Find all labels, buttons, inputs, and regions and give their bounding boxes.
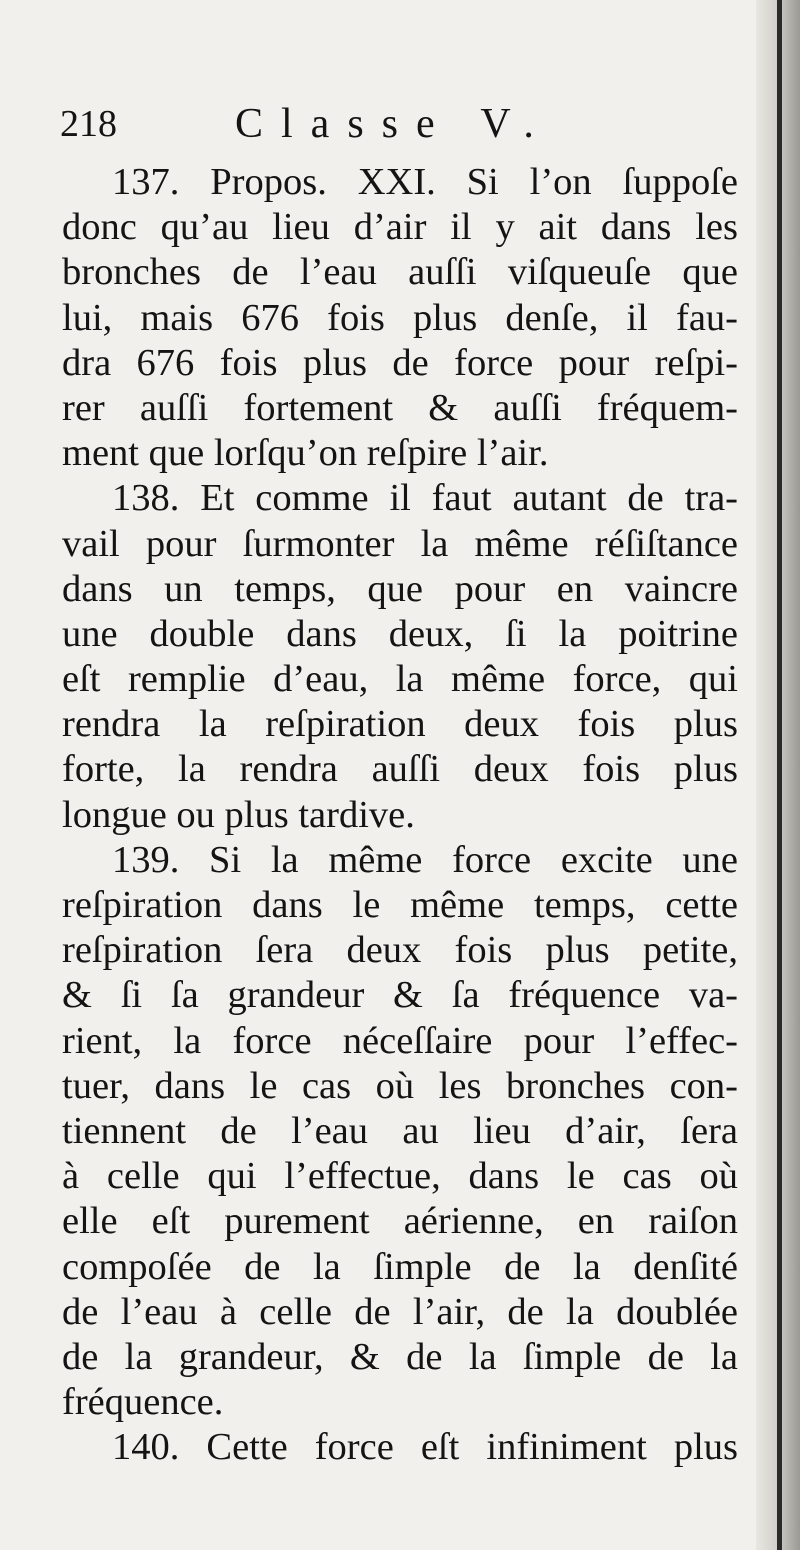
page-binding-edge bbox=[777, 0, 782, 1550]
running-head bbox=[60, 92, 740, 156]
text-line: lui, mais 676 fois plus denſe, il fau- bbox=[62, 296, 738, 339]
text-line: 138. Et comme il faut autant de tra- bbox=[112, 477, 738, 520]
text-line: 140. Cette force eſt infiniment plus bbox=[112, 1426, 738, 1469]
text-line: eſt remplie d’eau, la même force, qui bbox=[62, 658, 738, 701]
text-line: ment que lorſqu’on reſpire l’air. bbox=[62, 432, 549, 475]
text-line: dra 676 fois plus de force pour reſpi- bbox=[62, 341, 738, 384]
text-line: rer auſſi fortement & auſſi fréquem- bbox=[62, 386, 738, 429]
text-line: reſpiration dans le même temps, cette bbox=[62, 884, 738, 926]
text-line: & ſi ſa grandeur & ſa fréquence va- bbox=[62, 974, 738, 1017]
running-title: Classe V. bbox=[235, 101, 552, 147]
text-line: rendra la reſpiration deux fois plus bbox=[62, 703, 738, 746]
text-line: elle eſt purement aérienne, en raiſon bbox=[62, 1200, 738, 1243]
text-line: à celle qui l’effectue, dans le cas où bbox=[62, 1155, 738, 1198]
text-line: bronches de l’eau auſſi viſqueuſe que bbox=[62, 251, 738, 294]
text-line: vail pour ſurmonter la même réſiſtance bbox=[62, 522, 738, 565]
text-line: fréquence. bbox=[62, 1381, 224, 1424]
page-number: 218 bbox=[60, 103, 117, 145]
text-line: compoſée de la ſimple de la denſité bbox=[62, 1245, 738, 1288]
body-text bbox=[62, 160, 738, 1470]
text-line: 137. Propos. XXI. Si l’on ſuppoſe bbox=[112, 161, 738, 203]
text-line: 139. Si la même force excite une bbox=[112, 838, 738, 881]
text-line: rient, la force néceſſaire pour l’effec- bbox=[62, 1019, 738, 1062]
text-line: de la grandeur, & de la ſimple de la bbox=[62, 1335, 738, 1378]
text-line: reſpiration ſera deux fois plus petite, bbox=[62, 929, 738, 972]
text-line: donc qu’au lieu d’air il y ait dans les bbox=[62, 206, 738, 249]
text-line: tuer, dans le cas où les bronches con- bbox=[62, 1064, 738, 1107]
text-line: forte, la rendra auſſi deux fois plus bbox=[62, 748, 738, 791]
text-line: dans un temps, que pour en vaincre bbox=[62, 567, 738, 610]
text-line: longue ou plus tardive. bbox=[62, 793, 415, 836]
text-line: de l’eau à celle de l’air, de la doublée bbox=[62, 1290, 738, 1333]
text-line: tiennent de l’eau au lieu d’air, ſera bbox=[62, 1109, 738, 1152]
text-line: une double dans deux, ſi la poitrine bbox=[62, 612, 738, 655]
